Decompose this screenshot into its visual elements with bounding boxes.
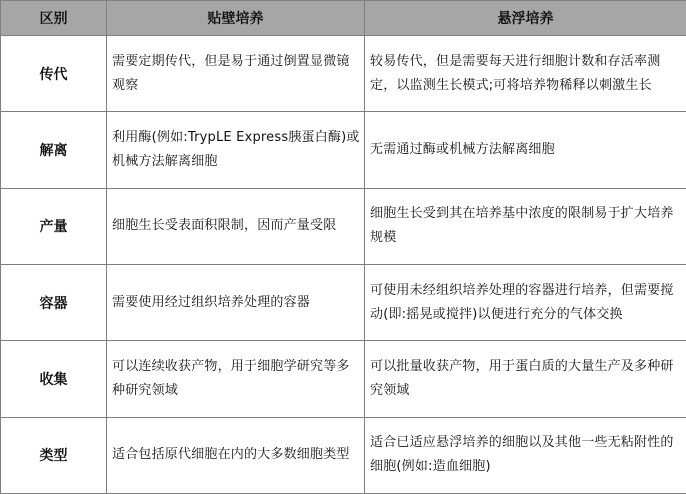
row-label: 容器 bbox=[1, 264, 107, 340]
header-suspension-culture: 悬浮培养 bbox=[365, 1, 686, 36]
suspension-cell: 可以批量收获产物，用于蛋白质的大量生产及多种研究领域 bbox=[365, 341, 686, 417]
table-row bbox=[1, 264, 686, 340]
table-row bbox=[1, 36, 686, 112]
table-row bbox=[1, 341, 686, 417]
suspension-cell: 无需通过酶或机械方法解离细胞 bbox=[365, 112, 686, 188]
adherent-cell: 适合包括原代细胞在内的大多数细胞类型 bbox=[107, 417, 365, 493]
suspension-cell: 可使用未经组织培养处理的容器进行培养，但需要搅动(即:摇晃或搅拌)以便进行充分的气体交换 bbox=[365, 264, 686, 340]
table-row bbox=[1, 112, 686, 188]
adherent-cell: 可以连续收获产物，用于细胞学研究等多种研究领域 bbox=[107, 341, 365, 417]
header-adherent-culture: 贴壁培养 bbox=[107, 1, 365, 36]
adherent-cell: 细胞生长受表面积限制，因而产量受限 bbox=[107, 188, 365, 264]
header-difference: 区别 bbox=[1, 1, 107, 36]
adherent-cell: 利用酶(例如:TrypLE Express胰蛋白酶)或机械方法解离细胞 bbox=[107, 112, 365, 188]
suspension-cell: 适合已适应悬浮培养的细胞以及其他一些无粘附性的细胞(例如:造血细胞) bbox=[365, 417, 686, 493]
suspension-cell: 较易传代，但是需要每天进行细胞计数和存活率测定，以监测生长模式;可将培养物稀释以刺激生长 bbox=[365, 36, 686, 112]
adherent-cell: 需要使用经过组织培养处理的容器 bbox=[107, 264, 365, 340]
suspension-cell: 细胞生长受到其在培养基中浓度的限制易于扩大培养规模 bbox=[365, 188, 686, 264]
table-row bbox=[1, 417, 686, 493]
table-row bbox=[1, 188, 686, 264]
row-label: 收集 bbox=[1, 341, 107, 417]
row-label: 产量 bbox=[1, 188, 107, 264]
adherent-cell: 需要定期传代，但是易于通过倒置显微镜观察 bbox=[107, 36, 365, 112]
row-label: 类型 bbox=[1, 417, 107, 493]
row-label: 传代 bbox=[1, 36, 107, 112]
header-row bbox=[1, 1, 686, 36]
row-label: 解离 bbox=[1, 112, 107, 188]
